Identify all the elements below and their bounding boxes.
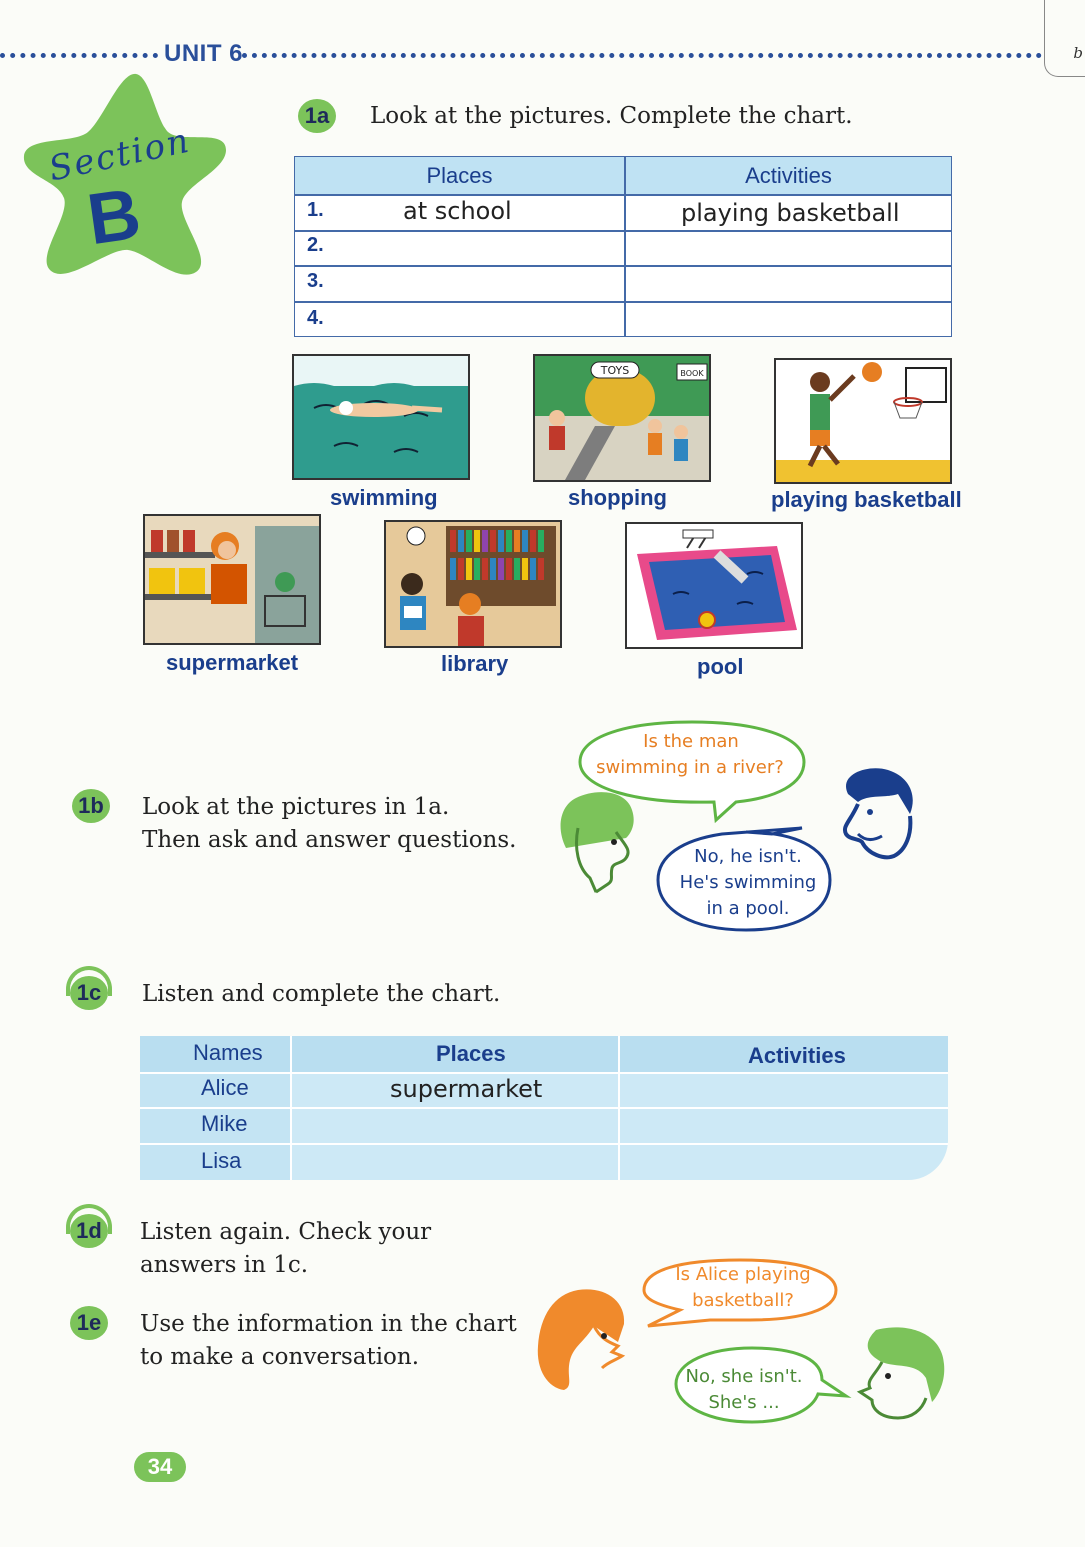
header-dots-left [0,53,158,58]
unit-title: UNIT 6 [164,40,244,67]
chart2-name-alice: Alice [201,1075,249,1100]
pic-label-swimming: swimming [330,485,438,510]
pool-icon [627,524,801,647]
pic-label-playing-basketball: playing basketball [771,487,962,512]
chart-row-line [295,265,951,267]
bubble2-question-line1: Is Alice playing [675,1264,811,1285]
chart2-name-lisa: Lisa [201,1148,242,1173]
instruction-1b-line2: Then ask and answer questions. [142,827,517,853]
basketball-player-illustration [774,358,952,484]
corner-letter: b [1073,44,1083,62]
instruction-1c: Listen and complete the chart. [142,981,501,1007]
instruction-1d-line1: Listen again. Check your [140,1219,432,1245]
badge-1d-audio-icon: 1d [70,1214,108,1248]
bubble2-answer-line2: She's ... [708,1392,780,1413]
row-number: 3. [307,270,324,292]
chart2-row-line [140,1072,948,1074]
chart2-row-line [140,1107,948,1109]
pic-label-shopping: shopping [568,485,667,510]
green-boy-face-icon [846,1322,950,1426]
chart2-header-names: Names [193,1040,263,1065]
supermarket-icon [145,516,319,643]
page-corner-tab [1044,0,1085,77]
instruction-1b-line1: Look at the pictures in 1a. [142,794,450,820]
row-place: at school [403,197,512,225]
bubble2-answer-line1: No, she isn't. [685,1366,803,1387]
orange-girl-face-icon [534,1286,634,1392]
svg-text:TOYS: TOYS [600,364,630,377]
bubble-answer-line2: He's swimming [679,872,817,893]
badge-1b: 1b [72,789,110,823]
badge-1e: 1e [70,1306,108,1340]
bubble-question-line1: Is the man [643,731,739,752]
instruction-1e-line2: to make a conversation. [140,1344,420,1370]
page-number: 34 [134,1452,186,1482]
chart-row-line [295,301,951,303]
row-number: 2. [307,234,324,256]
swimmer-illustration [292,354,470,480]
badge-1c-audio-icon: 1c [70,976,108,1010]
row-number: 1. [307,199,324,221]
instruction-1a: Look at the pictures. Complete the chart. [370,103,853,129]
chart-row-line [295,230,951,232]
pic-label-pool: pool [697,654,744,679]
instruction-1e-line1: Use the information in the chart [140,1311,517,1337]
swimming-pool-illustration [625,522,803,649]
chart2-place-alice: supermarket [390,1075,543,1103]
row-number: 4. [307,307,324,329]
library-illustration [384,520,562,648]
shopping-icon [535,356,709,480]
swimmer-icon [294,356,468,478]
places-activities-chart [294,156,952,337]
bubble-answer-line1: No, he isn't. [694,846,802,867]
section-letter: B [82,173,146,261]
chart-row-line [295,194,951,196]
bubble-question-line2: swimming in a river? [596,757,784,778]
chart2-header-activities: Activities [748,1043,846,1068]
row-activity: playing basketball [681,199,900,227]
bubble-answer-line3: in a pool. [706,898,790,919]
shopping-mall-illustration [533,354,711,482]
chart2-name-mike: Mike [201,1111,248,1136]
chart-header-places: Places [426,163,493,188]
svg-text:BOOK: BOOK [680,369,704,378]
library-icon [386,522,560,646]
pic-label-supermarket: supermarket [166,650,299,675]
chart-header-activities: Activities [745,163,832,188]
section-word: Section [45,120,194,190]
basketball-icon [776,360,950,482]
badge-1a: 1a [298,99,336,133]
pic-label-library: library [441,651,509,676]
chart2-header-places: Places [436,1041,506,1066]
chart2-row-line [140,1143,948,1145]
instruction-1d-line2: answers in 1c. [140,1252,309,1278]
green-girl-face-icon [556,788,646,898]
supermarket-illustration [143,514,321,645]
header-dots-right [242,53,1042,58]
bubble2-question-line2: basketball? [692,1290,794,1311]
